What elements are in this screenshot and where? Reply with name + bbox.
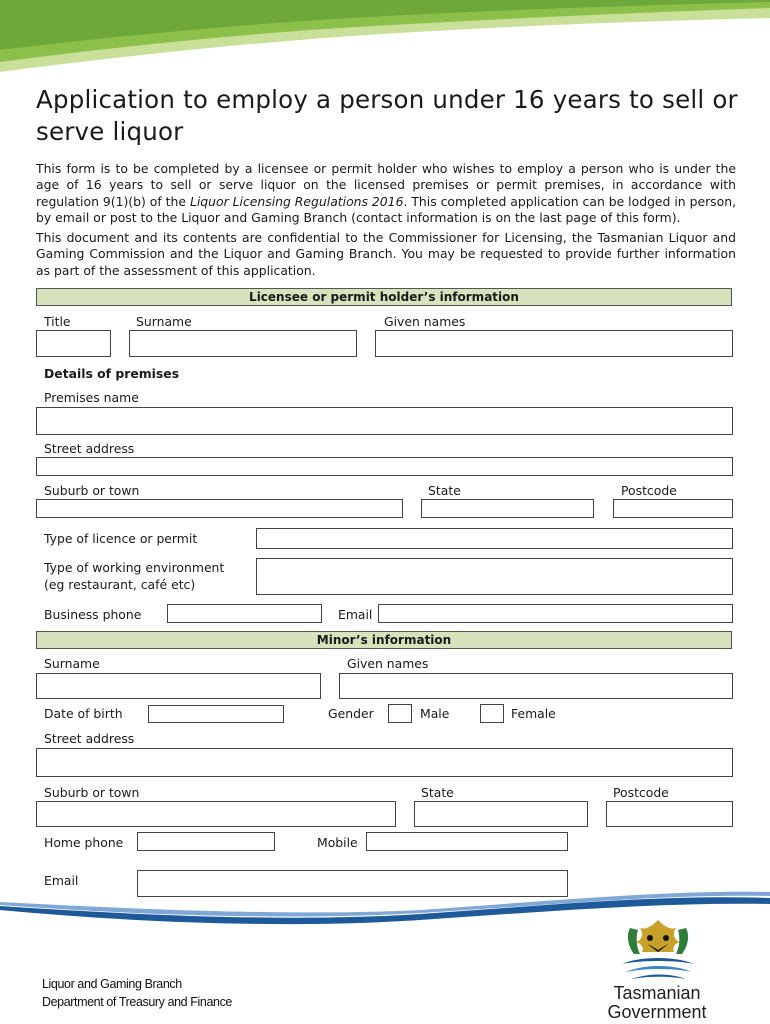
govt-name-line-1: Tasmanian xyxy=(613,983,701,1003)
gender-label: Gender xyxy=(328,706,374,721)
premises-name-input[interactable] xyxy=(36,407,733,435)
male-checkbox[interactable] xyxy=(388,704,412,723)
dob-label: Date of birth xyxy=(44,706,123,721)
minor-given-names-input[interactable] xyxy=(339,673,733,699)
minor-postcode-label: Postcode xyxy=(613,785,669,800)
street-address-label: Street address xyxy=(44,441,135,456)
given-names-label: Given names xyxy=(384,314,466,329)
female-label: Female xyxy=(511,706,556,721)
male-label: Male xyxy=(420,706,450,721)
page-title: Application to employ a person under 16 years to sell or serve liquor xyxy=(36,85,738,146)
intro-paragraph-1: This form is to be completed by a licensee or permit holder who wishes to employ a person who is under the age of 16 years to sell or serve liquor on the licensed premises or permit premises, in accordance with regulation 9(1)(b) of the Liquor Licensing Regulations 2016. This completed application can be lodged in person, by email or post to the Liquor and Gaming Branch (contact information is on the last page of this form). xyxy=(36,161,737,225)
licence-type-label: Type of licence or permit xyxy=(44,531,198,546)
mobile-input[interactable] xyxy=(366,832,568,851)
work-environment-label: Type of working environment xyxy=(44,560,225,575)
email-label: Email xyxy=(338,607,373,622)
minor-surname-input[interactable] xyxy=(36,673,321,699)
dob-input[interactable] xyxy=(148,705,284,723)
header-wave-graphic xyxy=(0,0,770,80)
minor-given-names-label: Given names xyxy=(347,656,429,671)
state-label: State xyxy=(428,483,461,498)
premises-heading: Details of premises xyxy=(44,366,180,381)
minor-street-address-label: Street address xyxy=(44,731,135,746)
intro-paragraph-2: This document and its contents are confidential to the Commissioner for Licensing, the Tasmanian Liquor and Gaming Commission and the Liquor and Gaming Branch. You may be requested to provide further information as part of the assessment of this application. xyxy=(36,230,736,278)
state-input[interactable] xyxy=(421,499,594,518)
minor-street-address-input[interactable] xyxy=(36,748,733,777)
title-label: Title xyxy=(44,314,71,329)
title-input[interactable] xyxy=(36,330,111,357)
minor-state-label: State xyxy=(421,785,454,800)
given-names-input[interactable] xyxy=(375,330,733,357)
work-environment-input[interactable] xyxy=(256,558,733,595)
work-environment-example: (eg restaurant, café etc) xyxy=(44,577,196,592)
govt-name-line-2: Government xyxy=(607,1002,707,1022)
minor-email-label: Email xyxy=(44,873,79,888)
minor-surname-label: Surname xyxy=(44,656,100,671)
minor-suburb-label: Suburb or town xyxy=(44,785,140,800)
street-address-input[interactable] xyxy=(36,457,733,476)
business-phone-label: Business phone xyxy=(44,607,142,622)
premises-name-label: Premises name xyxy=(44,390,139,405)
postcode-label: Postcode xyxy=(621,483,677,498)
home-phone-label: Home phone xyxy=(44,835,124,850)
tasmanian-devil-logo-icon xyxy=(600,916,716,986)
minor-state-input[interactable] xyxy=(414,801,588,827)
branch-name-line-1: Liquor and Gaming Branch xyxy=(42,977,182,991)
female-checkbox[interactable] xyxy=(480,704,504,723)
mobile-label: Mobile xyxy=(317,835,358,850)
suburb-label: Suburb or town xyxy=(44,483,140,498)
minor-postcode-input[interactable] xyxy=(606,801,733,827)
licensee-section-heading: Licensee or permit holder’s information xyxy=(36,288,732,306)
licence-type-input[interactable] xyxy=(256,528,733,549)
minor-section-heading: Minor’s information xyxy=(36,631,732,649)
minor-suburb-input[interactable] xyxy=(36,801,396,827)
home-phone-input[interactable] xyxy=(137,832,275,851)
business-phone-input[interactable] xyxy=(167,604,322,623)
branch-name-line-2: Department of Treasury and Finance xyxy=(42,995,232,1009)
surname-label: Surname xyxy=(136,314,192,329)
email-input[interactable] xyxy=(378,604,733,623)
suburb-input[interactable] xyxy=(36,499,403,518)
surname-input[interactable] xyxy=(129,330,357,357)
postcode-input[interactable] xyxy=(613,499,733,518)
